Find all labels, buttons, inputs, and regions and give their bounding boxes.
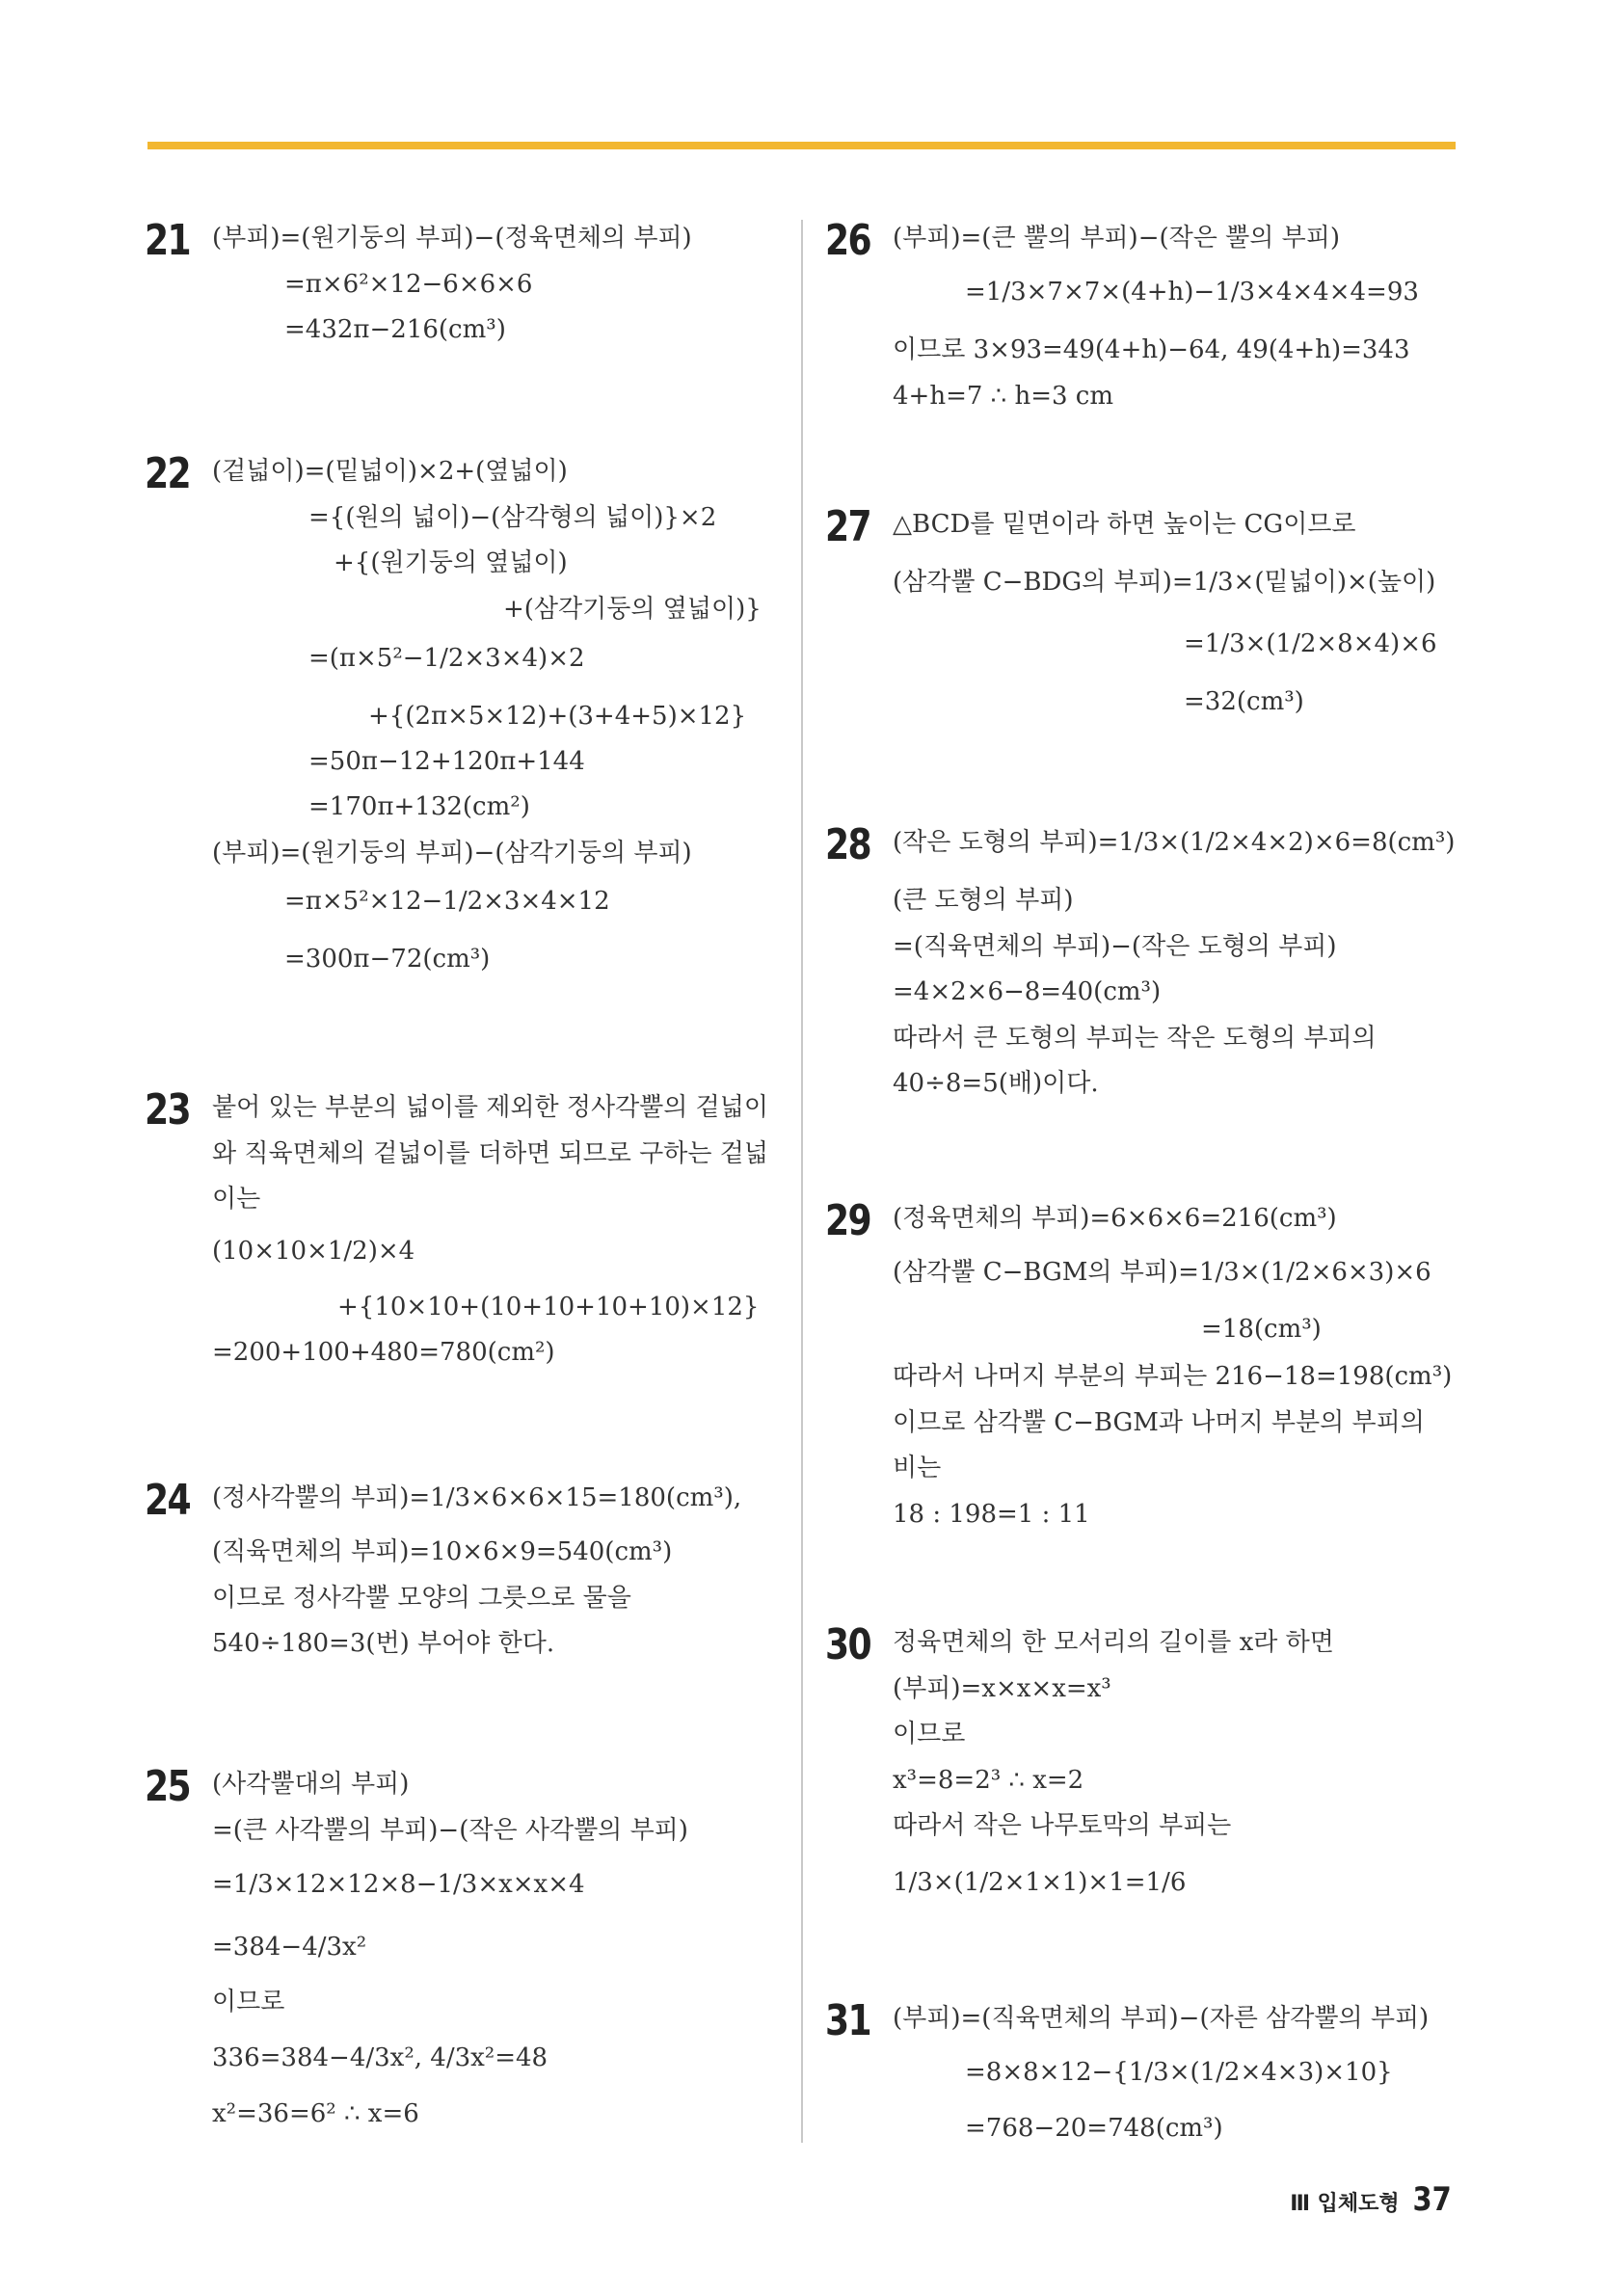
solution-line: (큰 도형의 부피) [893, 886, 1074, 915]
solution-line: =1/3×12×12×8−1/3×x×x×4 [212, 1870, 585, 1899]
solution-line: (직육면체의 부피)=10×6×9=540(cm³) [212, 1537, 673, 1566]
solution-line: 4+h=7 ∴ h=3 cm [893, 382, 1114, 411]
solution-line: =8×8×12−{1/3×(1/2×4×3)×10} [965, 2058, 1393, 2087]
problem-number: 30 [825, 1620, 870, 1669]
solution-line: △BCD를 밑면이라 하면 높이는 CG이므로 [893, 510, 1356, 539]
solution-line: 540÷180=3(번) 부어야 한다. [212, 1629, 555, 1658]
solution-line: (작은 도형의 부피)=1/3×(1/2×4×2)×6=8(cm³) [893, 828, 1456, 857]
solution-line: 정육면체의 한 모서리의 길이를 x라 하면 [893, 1628, 1334, 1657]
solution-line: =18(cm³) [1201, 1315, 1322, 1344]
solution-line: (정사각뿔의 부피)=1/3×6×6×15=180(cm³), [212, 1483, 742, 1512]
solution-line: +{(원기둥의 옆넓이) [334, 548, 568, 577]
solution-line: =300π−72(cm³) [284, 945, 491, 974]
solution-line: (부피)=(직육면체의 부피)−(자른 삼각뿔의 부피) [893, 2004, 1430, 2033]
page-footer [1290, 2180, 1455, 2219]
problem-number: 24 [145, 1476, 190, 1525]
solution-line: x³=8=2³ ∴ x=2 [893, 1766, 1084, 1795]
solution-line: 이므로 정사각뿔 모양의 그릇으로 물을 [212, 1584, 631, 1613]
solution-line: =32(cm³) [1184, 687, 1304, 716]
solution-line: 이므로 [893, 1720, 966, 1749]
solution-line: (부피)=(큰 뿔의 부피)−(작은 뿔의 부피) [893, 224, 1340, 253]
solution-line: +{10×10+(10+10+10+10)×12} [337, 1293, 760, 1322]
solution-line: (부피)=x×x×x=x³ [893, 1674, 1111, 1703]
solution-line: (삼각뿔 C−BDG의 부피)=1/3×(밑넓이)×(높이) [893, 568, 1436, 597]
solution-line: 1/3×(1/2×1×1)×1=1/6 [893, 1868, 1187, 1897]
problem-number: 28 [825, 820, 870, 869]
solution-line: 이므로 삼각뿔 C−BGM과 나머지 부분의 부피의 [893, 1408, 1425, 1437]
solution-line: =4×2×6−8=40(cm³) [893, 977, 1162, 1006]
problem-number: 27 [825, 502, 870, 551]
column-divider [801, 220, 803, 2143]
solution-line: =432π−216(cm³) [284, 315, 506, 344]
solution-line: =768−20=748(cm³) [965, 2114, 1223, 2143]
solution-line: =π×6²×12−6×6×6 [284, 270, 533, 299]
solution-line: =(큰 사각뿔의 부피)−(작은 사각뿔의 부피) [212, 1816, 688, 1845]
solution-line: (부피)=(원기둥의 부피)−(삼각기둥의 부피) [212, 839, 692, 868]
solution-line: =1/3×(1/2×8×4)×6 [1184, 629, 1437, 658]
solution-line: =(직육면체의 부피)−(작은 도형의 부피) [893, 932, 1337, 961]
problem-number: 21 [145, 216, 190, 265]
solution-line: =50π−12+120π+144 [308, 747, 585, 776]
solution-line: =200+100+480=780(cm²) [212, 1338, 555, 1367]
problem-number: 22 [145, 449, 190, 498]
solution-line: (10×10×1/2)×4 [212, 1237, 415, 1266]
solution-line: 18 : 198=1 : 11 [893, 1500, 1090, 1529]
solution-line: +{(2π×5×12)+(3+4+5)×12} [368, 702, 747, 731]
solution-line: 따라서 나머지 부분의 부피는 216−18=198(cm³) [893, 1362, 1453, 1391]
solution-line: =(π×5²−1/2×3×4)×2 [308, 644, 585, 673]
solution-line: =1/3×7×7×(4+h)−1/3×4×4×4=93 [965, 278, 1419, 307]
chapter-title: Ⅲ 입체도형 [1290, 2192, 1400, 2216]
solution-line: 40÷8=5(배)이다. [893, 1069, 1099, 1098]
problem-number: 23 [145, 1085, 190, 1135]
solution-line: 336=384−4/3x², 4/3x²=48 [212, 2043, 548, 2072]
top-accent-bar [147, 142, 1456, 149]
solution-line: 이므로 [212, 1988, 285, 2016]
solution-line: ={(원의 넓이)−(삼각형의 넓이)}×2 [308, 503, 717, 532]
problem-number: 29 [825, 1196, 870, 1245]
solution-line: x²=36=6² ∴ x=6 [212, 2099, 419, 2128]
problem-number: 26 [825, 216, 870, 265]
solution-line: 와 직육면체의 겉넓이를 더하면 되므로 구하는 겉넓 [212, 1139, 769, 1168]
solution-line: (부피)=(원기둥의 부피)−(정육면체의 부피) [212, 224, 692, 253]
solution-line: (정육면체의 부피)=6×6×6=216(cm³) [893, 1204, 1337, 1233]
solution-line: 붙어 있는 부분의 넓이를 제외한 정사각뿔의 겉넓이 [212, 1093, 769, 1122]
solution-line: 비는 [893, 1454, 942, 1482]
problem-number: 25 [145, 1762, 190, 1811]
solution-line: (삼각뿔 C−BGM의 부피)=1/3×(1/2×6×3)×6 [893, 1258, 1431, 1287]
solution-line: +(삼각기둥의 옆넓이)} [503, 595, 762, 624]
solution-line: 이는 [212, 1185, 261, 1214]
solution-line: 따라서 작은 나무토막의 부피는 [893, 1811, 1232, 1840]
solution-line: (겉넓이)=(밑넓이)×2+(옆넓이) [212, 457, 568, 486]
page-number: 37 [1412, 2180, 1452, 2219]
solution-line: =384−4/3x² [212, 1933, 367, 1962]
problem-number: 31 [825, 1996, 870, 2045]
solution-line: =170π+132(cm²) [308, 792, 530, 821]
solution-line: (사각뿔대의 부피) [212, 1770, 410, 1799]
solution-line: =π×5²×12−1/2×3×4×12 [284, 887, 610, 916]
solution-line: 따라서 큰 도형의 부피는 작은 도형의 부피의 [893, 1024, 1377, 1053]
solution-line: 이므로 3×93=49(4+h)−64, 49(4+h)=343 [893, 335, 1410, 364]
